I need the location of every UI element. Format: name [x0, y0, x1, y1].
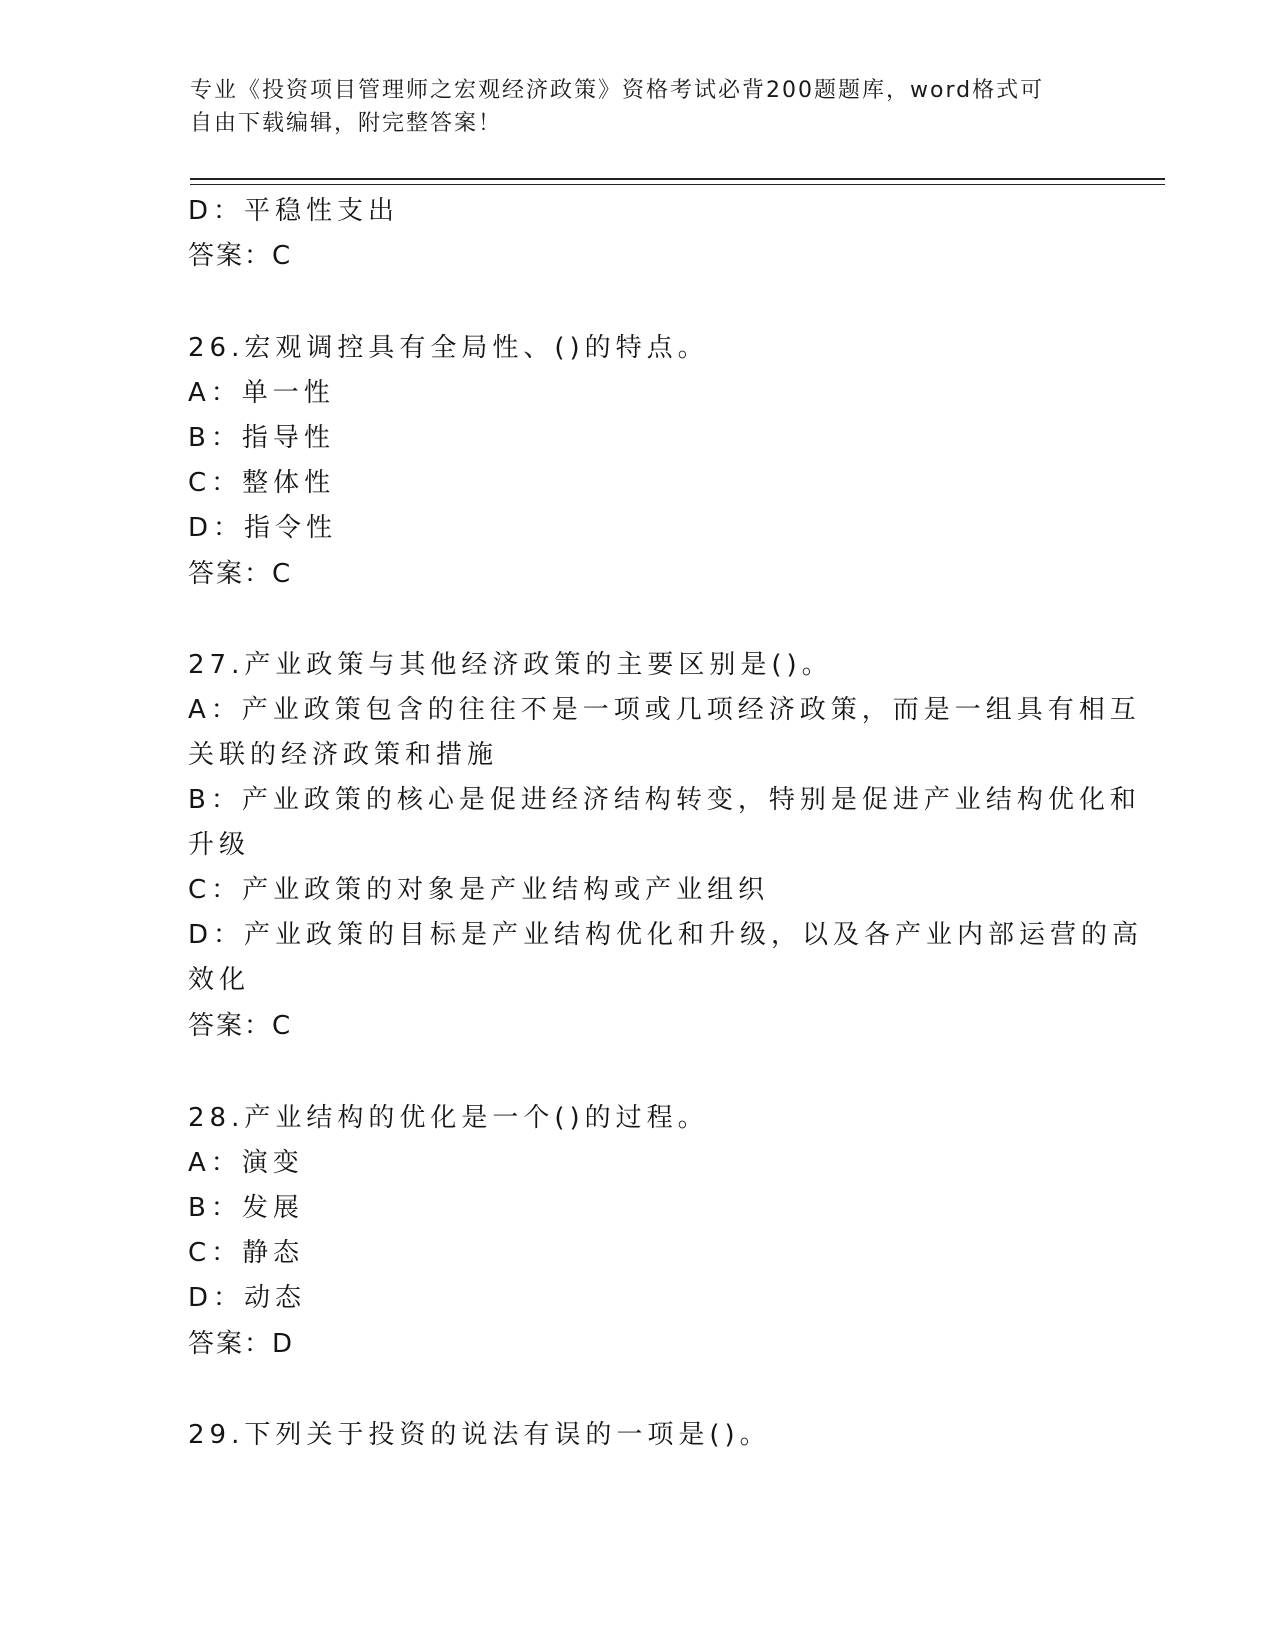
- q27-option-a-line1: A：产业政策包含的往往不是一项或几项经济政策，而是一组具有相互: [188, 695, 1141, 725]
- q28-stem: 28.产业结构的优化是一个()的过程。: [188, 1103, 709, 1133]
- q27-option-d-line1: D：产业政策的目标是产业结构优化和升级，以及各产业内部运营的高: [188, 920, 1144, 950]
- q29-stem: 29.下列关于投资的说法有误的一项是()。: [188, 1420, 771, 1450]
- q26-stem: 26.宏观调控具有全局性、()的特点。: [188, 333, 709, 363]
- q27-stem: 27.产业政策与其他经济政策的主要区别是()。: [188, 650, 833, 680]
- q28-answer: 答案：D: [188, 1329, 295, 1359]
- header-line-2: 自由下载编辑，附完整答案！: [190, 111, 503, 136]
- q25-option-d: D：平稳性支出: [188, 196, 400, 226]
- q26-option-d: D：指令性: [188, 513, 338, 543]
- header-divider-thin: [190, 184, 1165, 185]
- q26-option-c: C：整体性: [188, 468, 336, 498]
- q26-option-b: B：指导性: [188, 423, 335, 453]
- q27-option-a-line2: 关联的经济政策和措施: [188, 740, 499, 770]
- q28-option-b: B：发展: [188, 1193, 304, 1223]
- q25-answer: 答案：C: [188, 241, 293, 271]
- q28-option-a: A：演变: [188, 1148, 304, 1178]
- header-line-1: 专业《投资项目管理师之宏观经济政策》资格考试必背200题题库，word格式可: [190, 78, 1045, 103]
- q26-option-a: A：单一性: [188, 378, 335, 408]
- q27-option-d-line2: 效化: [188, 965, 251, 995]
- q27-option-b-line2: 升级: [188, 830, 251, 860]
- q27-option-b-line1: B：产业政策的核心是促进经济结构转变，特别是促进产业结构优化和: [188, 785, 1141, 815]
- q27-option-c: C：产业政策的对象是产业结构或产业组织: [188, 875, 770, 905]
- q26-answer: 答案：C: [188, 559, 293, 589]
- q28-option-d: D：动态: [188, 1283, 307, 1313]
- q27-answer: 答案：C: [188, 1011, 293, 1041]
- document-header: [190, 74, 1090, 140]
- header-divider-thick: [190, 178, 1165, 180]
- q28-option-c: C：静态: [188, 1238, 305, 1268]
